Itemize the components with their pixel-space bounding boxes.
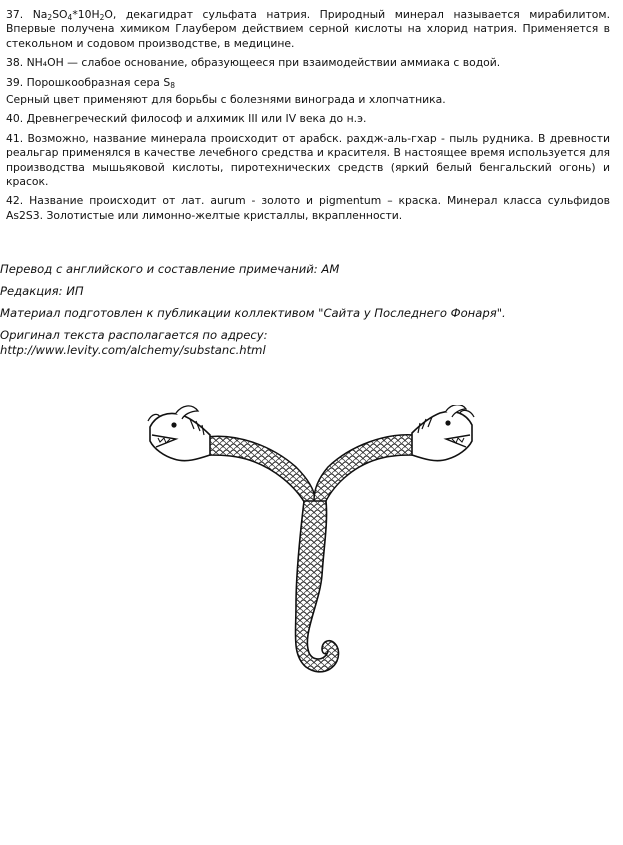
right-dragon-head [412,405,474,461]
original-label: Оригинал текста располагается по адресу: [0,328,268,342]
note-38: 38. NH₄OH — слабое основание, образующееся при взаимодействии аммиака с водой. [6,56,501,70]
note-40: 40. Древнегреческий философ и алхимик III или IV века до н.э. [6,112,367,126]
note-39-continued: Серный цвет применяют для борьбы с болезнями винограда и хлопчатника. [6,93,446,107]
two-headed-dragon-icon [146,405,476,680]
left-dragon-head [148,406,210,461]
dragon-body [295,501,338,672]
note-42: 42. Название происходит от лат. aurum - золото и pigmentum – краска. Минерал класса сульфидов As2S3. Золотистые или лимонно-желтые кристаллы, вкрапленности. [6,194,610,222]
left-neck [206,436,316,505]
original-url: http://www.levity.com/alchemy/substanc.html [0,343,266,357]
note-41: 41. Возможно, название минерала происходит от арабск. рахдж-аль-гхар - пыль рудника. В древности реальгар применялся в качестве лечебного средства и красителя. В настоящее время используется для производства мышьяковой кислоты, пиротехнических средств (яркий белый бенгальский огонь) и красок. [6,131,611,189]
translation-credit: Перевод с английского и составление примечаний: АМ [0,262,340,276]
footnotes [6,8,610,228]
right-neck [314,435,414,505]
credits [0,262,623,358]
prepared-credit: Материал подготовлен к публикации коллективом "Сайта у Последнего Фонаря". [0,306,506,320]
note-37: 37. $Na_2SO_4*10H_2O$, декагидрат сульфата натрия. Природный минерал называется мирабилитом. Впервые получена химиком Глаубером действием серной кислоты на хлорид натрия. Применяется в стекольном и содовом производстве, в медицине. [6,8,610,50]
editing-credit: Редакция: ИП [0,284,84,298]
note-39: 39. Порошкообразная сера $S_8$ [6,75,175,90]
